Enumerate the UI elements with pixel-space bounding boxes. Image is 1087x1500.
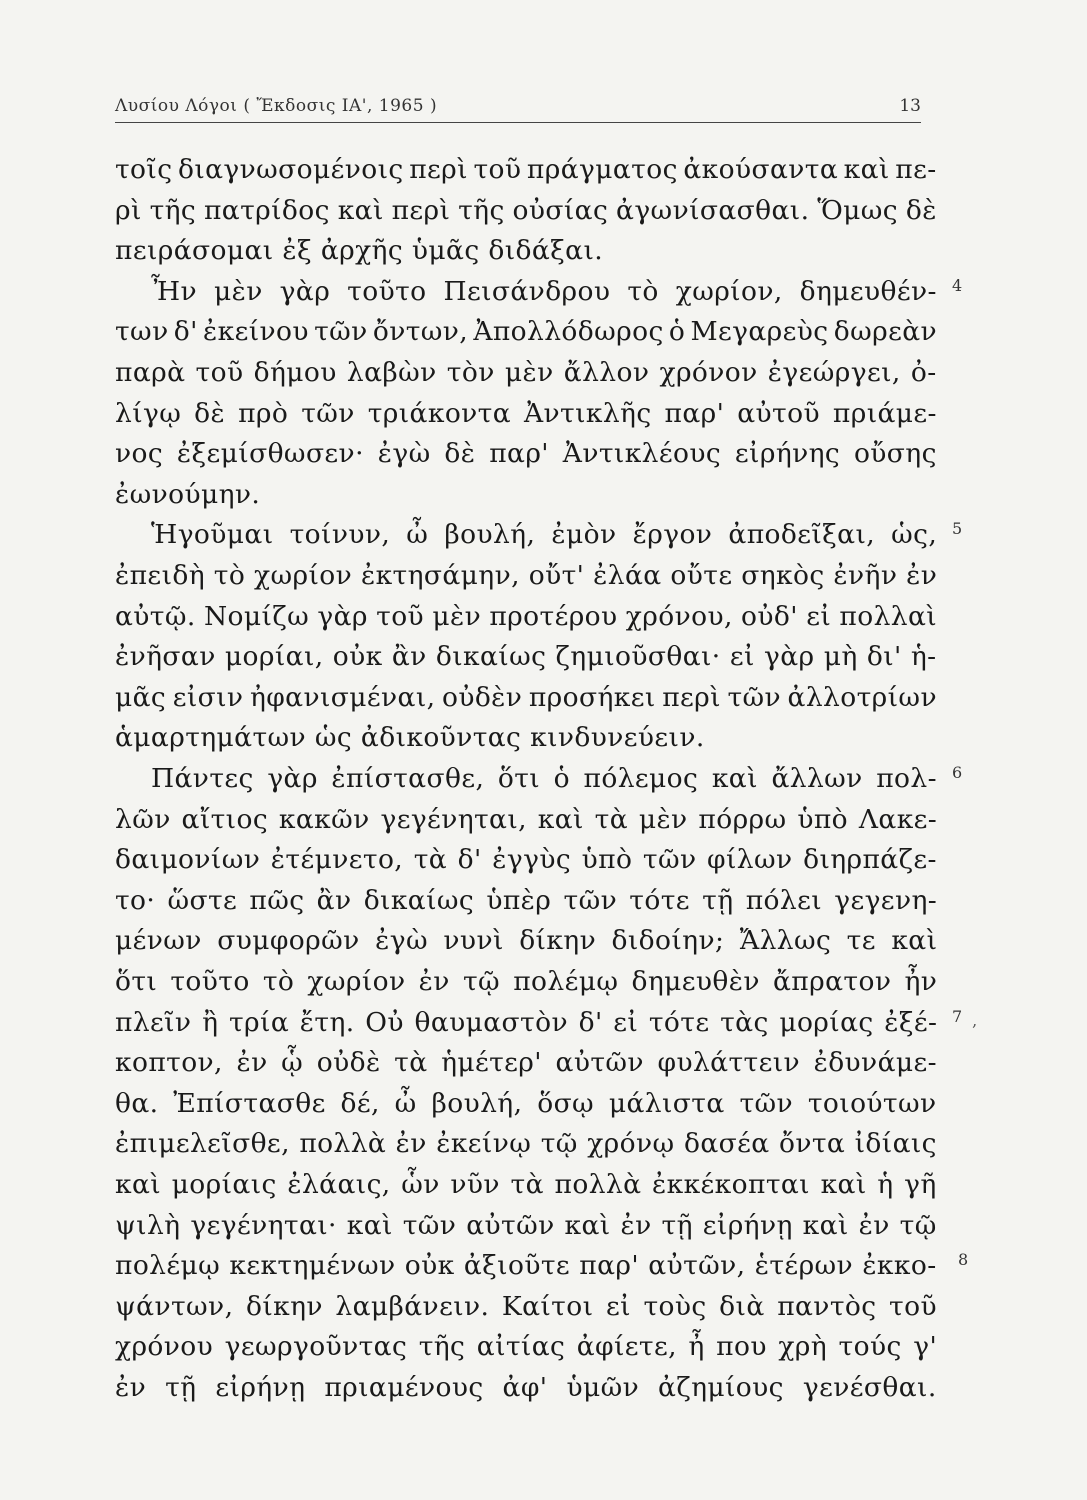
margin-mark: ‚ (972, 1010, 978, 1030)
section-number: 6 (952, 763, 963, 782)
text-line: χρόνου γεωργοῦντας τῆς αἰτίας ἀφίετε, ἦ που χρὴ τούς γ' (115, 1331, 938, 1363)
text-line: ἐν τῇ εἰρήνῃ πριαμένους ἀφ' ὑμῶν ἀζημίους γενέσθαι. (115, 1372, 937, 1403)
text-line: μένων συμφορῶν ἐγὼ νυνὶ δίκην διδοίην; Ἄλλως τε καὶ (115, 925, 938, 957)
running-header (115, 88, 921, 123)
text-line: κοπτον, ἐν ᾧ οὐδὲ τὰ ἡμέτερ' αὐτῶν φυλάττειν ἐδυνάμε- (115, 1047, 937, 1079)
text-line: ψάντων, δίκην λαμβάνειν. Καίτοι εἰ τοὺς διὰ παντὸς τοῦ (115, 1290, 937, 1322)
text-line: πολέμῳ κεκτημένων οὐκ ἀξιοῦτε παρ' αὐτῶν, ἑτέρων ἐκκο- (115, 1250, 937, 1282)
text-line: νος ἐξεμίσθωσεν· ἐγὼ δὲ παρ' Ἀντικλέους εἰρήνης οὔσης (115, 438, 937, 470)
page-number: 13 (899, 96, 921, 116)
section-number: 7 (952, 1006, 963, 1026)
text-line: θα. Ἐπίστασθε δέ, ὦ βουλή, ὅσῳ μάλιστα τῶν τοιούτων (115, 1087, 937, 1119)
section-number: 5 (952, 519, 963, 539)
header-title: Λυσίου Λόγοι ( Ἔκδοσις ΙΑ', 1965 ) (115, 96, 438, 116)
text-line: ρὶ τῆς πατρίδος καὶ περὶ τῆς οὐσίας ἀγωνίσασθαι. Ὅμως δὲ (115, 194, 937, 226)
section-number: 4 (952, 275, 963, 295)
text-line: το· ὥστε πῶς ἂν δικαίως ὑπὲρ τῶν τότε τῇ πόλει γεγενη- (115, 884, 938, 916)
text-line: δαιμονίων ἐτέμνετο, τὰ δ' ἐγγὺς ὑπὸ τῶν φίλων διηρπάζε- (115, 844, 937, 876)
text-line: ἁμαρτημάτων ὡς ἀδικοῦντας κινδυνεύειν. (115, 722, 705, 754)
text-line: ψιλὴ γεγένηται· καὶ τῶν αὐτῶν καὶ ἐν τῇ εἰρήνῃ καὶ ἐν τῷ (115, 1209, 937, 1241)
text-line: ἐωνούμην. (115, 478, 261, 510)
text-line: τοῖς διαγνωσομένοις περὶ τοῦ πράγματος ἀκούσαντα καὶ πε- (115, 154, 937, 185)
text-line: Πάντες γὰρ ἐπίστασθε, ὅτι ὁ πόλεμος καὶ ἄλλων πολ- (151, 763, 937, 794)
text-line: αὐτῷ. Νομίζω γὰρ τοῦ μὲν προτέρου χρόνου, οὐδ' εἰ πολλαὶ (115, 600, 938, 632)
text-line: Ἡγοῦμαι τοίνυν, ὦ βουλή, ἐμὸν ἔργον ἀποδεῖξαι, ὡς, (151, 519, 938, 551)
text-line: μᾶς εἰσιν ἠφανισμέναι, οὐδὲν προσήκει περὶ τῶν ἀλλοτρίων (115, 681, 937, 713)
text-line: παρὰ τοῦ δήμου λαβὼν τὸν μὲν ἄλλον χρόνον ἐγεώργει, ὀ- (115, 357, 937, 388)
section-number: 8 (958, 1250, 969, 1270)
text-line: πλεῖν ἢ τρία ἔτη. Οὐ θαυμαστὸν δ' εἰ τότε τὰς μορίας ἐξέ- (115, 1006, 938, 1038)
text-line: καὶ μορίαις ἐλάαις, ὧν νῦν τὰ πολλὰ ἐκκέκοπται καὶ ἡ γῆ (115, 1169, 937, 1200)
text-line: ὅτι τοῦτο τὸ χωρίον ἐν τῷ πολέμῳ δημευθὲν ἄπρατον ἦν (115, 966, 938, 997)
text-line: ἐπιμελεῖσθε, πολλὰ ἐν ἐκείνῳ τῷ χρόνῳ δασέα ὄντα ἰδίαις (115, 1128, 937, 1160)
text-line: Ἦν μὲν γὰρ τοῦτο Πεισάνδρου τὸ χωρίον, δημευθέν- (151, 275, 937, 307)
text-line: πειράσομαι ἐξ ἀρχῆς ὑμᾶς διδάξαι. (115, 235, 604, 267)
text-line: ἐνῆσαν μορίαι, οὐκ ἂν δικαίως ζημιοῦσθαι· εἰ γὰρ μὴ δι' ἡ- (115, 641, 937, 673)
text-line: ἐπειδὴ τὸ χωρίον ἐκτησάμην, οὔτ' ἐλάα οὔτε σηκὸς ἐνῆν ἐν (115, 560, 938, 591)
text-line: λῶν αἴτιος κακῶν γεγένηται, καὶ τὰ μὲν πόρρω ὑπὸ Λακε- (115, 803, 938, 835)
text-line: λίγῳ δὲ πρὸ τῶν τριάκοντα Ἀντικλῆς παρ' αὐτοῦ πριάμε- (115, 397, 937, 429)
text-line: των δ' ἐκείνου τῶν ὄντων, Ἀπολλόδωρος ὁ Μεγαρεὺς δωρεὰν (115, 316, 938, 348)
